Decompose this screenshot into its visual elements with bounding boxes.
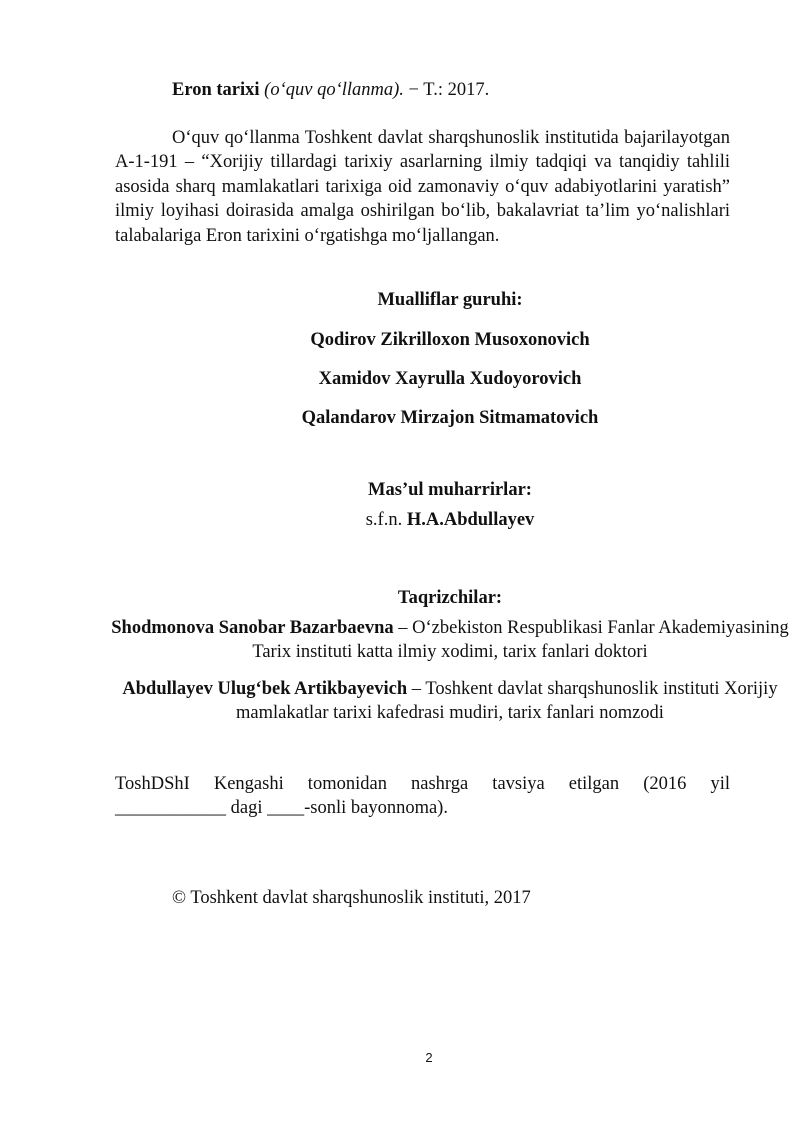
book-subtitle: (o‘quv qo‘llanma).	[264, 80, 404, 100]
author-name: Xamidov Xayrulla Xudoyorovich	[318, 369, 582, 389]
approval-line-2: ____________ dagi ____-sonli bayonnoma).	[115, 798, 448, 818]
book-title-line	[172, 78, 732, 102]
reviewer-description: – O‘zbekiston Respublikasi Fanlar Akademiyasining Tarix instituti katta ilmiy xodimi, tarix fanlari doktori	[252, 618, 789, 662]
reviewer-entry	[110, 616, 790, 664]
author-name: Qalandarov Mirzajon Sitmamatovich	[301, 408, 599, 428]
publication-place-year: − T.: 2017.	[403, 80, 490, 100]
reviewer-description: – Toshkent davlat sharqshunoslik instituti Xorijiy mamlakatlar tarixi kafedrasi mudiri, tarix fanlari nomzodi	[236, 679, 778, 723]
page-number: 2	[425, 1050, 433, 1065]
copyright-notice: © Toshkent davlat sharqshunoslik instituti, 2017	[172, 888, 531, 908]
editor-name: H.A.Abdullayev	[406, 510, 535, 530]
reviewer-name: Abdullayev Ulug‘bek Artikbayevich	[122, 679, 408, 699]
authors-heading: Mualliflar guruhi:	[377, 290, 523, 310]
editor-degree: s.f.n.	[365, 510, 403, 530]
approval-line-1: ToshDShI Kengashi tomonidan nashrga tavsiya etilgan (2016 yil	[115, 774, 730, 794]
editors-heading: Mas’ul muharrirlar:	[368, 480, 532, 500]
reviewers-heading: Taqrizchilar:	[397, 588, 503, 608]
reviewer-entry	[110, 677, 790, 725]
author-name: Qodirov Zikrilloxon Musoxonovich	[310, 330, 590, 350]
editor-line	[100, 508, 800, 532]
abstract-paragraph: O‘quv qo‘llanma Toshkent davlat sharqshunoslik institutida bajarilayotgan A-1-191 – “Xorijiy tillardagi tarixiy asarlarning ilmiy tadqiqi va tanqidiy tahlili asosida sharq mamlakatlari tarixiga oid zamonaviy o‘quv adabiyotlarini yaratish” ilmiy loyihasi doirasida amalga oshirilgan bo‘lib, bakalavriat ta’lim yo‘nalishlari talabalariga Eron tarixini o‘rgatishga mo‘ljallangan.	[115, 128, 730, 246]
approval-note	[115, 772, 730, 820]
reviewer-name: Shodmonova Sanobar Bazarbaevna	[111, 618, 394, 638]
book-title: Eron tarixi	[172, 80, 260, 100]
